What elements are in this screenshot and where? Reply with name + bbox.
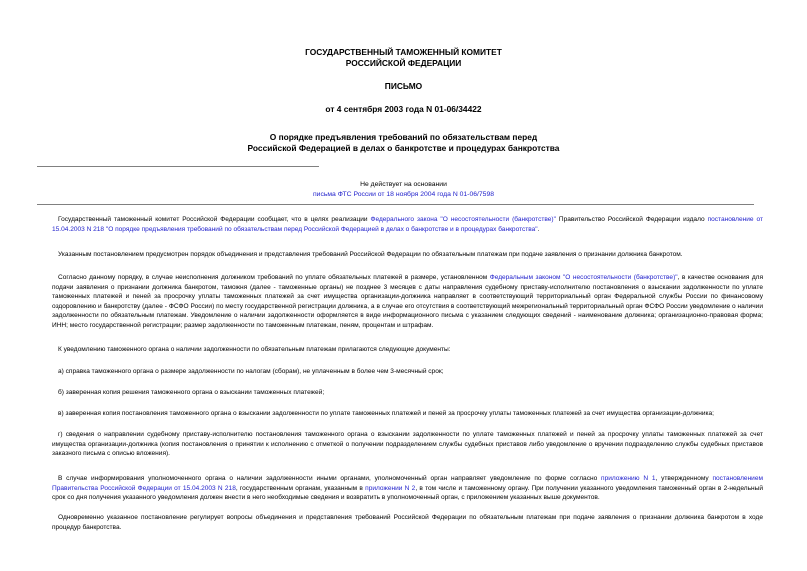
text-span: , государственным органам, указанным в [235, 484, 366, 492]
status-note: Не действует на основании [360, 181, 447, 188]
list-item-b: б) заверенная копия решения таможенного органа о взыскании таможенных платежей; [58, 389, 325, 396]
document-title-line2: Российской Федерацией в делах о банкротстве и процедурах банкротства [247, 143, 560, 153]
list-item-v: в) заверенная копия постановления таможенного органа о взыскании задолженности по уплате таможенных платежей и пеней за просрочку уплаты таможенных платежей за счет имущества организации-должника; [58, 410, 714, 417]
law-link-2[interactable]: Федеральным законом "О несостоятельности (банкротстве)" [489, 274, 678, 281]
text-span: , в качестве основания для подачи заявления о признании должника банкротом, таможня (далее - таможенные органы) не позднее 3 месяцев с даты направления судебному приставу-исполнителю постановления о взыскании задолженности по уплате таможенных платежей и пеней за просрочку уплаты таможенных платежей за счет имущества организации-должника направляет в соответствующий территориальный орган Федеральной службы России по финансовому оздоровлению и банкротству (далее - ФСФО России) по месту государственной регистрации должника, а в случае его отсутствия в соответствующий межрегиональный территориальный орган ФСФО России уведомление о наличии задолженности по обязательным платежам. Уведомление о наличии задолженности оформляется в виде информационного письма с указанием следующих сведений - наименование должника; организационно-правовая форма; ИНН; место государственной регистрации; размер задолженности по таможенным платежам, пеням, процентам и штрафам. [52, 274, 764, 329]
status-link-row [0, 190, 807, 200]
text-span: Государственный таможенный комитет Российской Федерации сообщает, что в целях реализации [58, 216, 371, 223]
resolution-link[interactable]: постановление от 15.04.2003 N 218 "О порядке предъявления требований по обязательствам перед Российской Федерацией в делах о банкротстве и в процедурах банкротства" [52, 216, 763, 233]
paragraph-intro [52, 215, 763, 234]
paragraph-notification [52, 474, 763, 503]
text-span: , в том числе и таможенному органу. При получении указанного уведомления таможенный орган в 2-недельный срок со дня получения указанного уведомления должен внести в него необходимые сведения и возвратить в уполномоченный орган, с приложением указанных выше документов. [52, 484, 763, 501]
text-span: В случае информирования уполномоченного органа о наличии задолженности иными органами, уполномоченный орган направляет уведомление по форме согласно [58, 475, 602, 482]
paragraph-attachments-intro: К уведомлению таможенного органа о наличии задолженности по обязательным платежам прилагаются следующие документы: [58, 346, 451, 353]
appendix-1-link[interactable]: приложению N 1 [601, 475, 656, 482]
list-item-a: а) справка таможенного органа о размере задолженности по налогам (сборам), не уплаченным в более чем 3-месячный срок; [58, 368, 444, 375]
text-span: . [537, 225, 540, 233]
status-divider [37, 204, 754, 205]
paragraph-order [52, 273, 763, 330]
document-type: ПИСЬМО [384, 81, 423, 91]
document-date-number: от 4 сентября 2003 года N 01-06/34422 [325, 104, 482, 114]
text-span: , утвержденному [655, 475, 713, 482]
government-resolution-link[interactable]: постановлением Правительства Российской Федерации от 15.04.2003 N 218 [52, 475, 763, 492]
paragraph-procedure: Указанным постановлением предусмотрен порядок объединения и представления требований Российской Федерации по обязательным платежам при подаче заявления о признании должника банкротом. [58, 251, 683, 258]
org-name-line1: ГОСУДАРСТВЕННЫЙ ТАМОЖЕННЫЙ КОМИТЕТ [305, 47, 502, 57]
status-link[interactable]: письма ФТС России от 18 ноября 2004 года N 01-06/7598 [312, 191, 495, 198]
org-name-line2: РОССИЙСКОЙ ФЕДЕРАЦИИ [345, 58, 462, 68]
law-link[interactable]: Федерального закона "О несостоятельности (банкротстве)" [370, 216, 556, 223]
text-span: Согласно данному порядку, в случае неисполнения должником требований по уплате обязательных платежей в размере, установленном [58, 274, 490, 281]
text-span: Правительство Российской Федерации издало [555, 216, 708, 223]
appendix-2-link[interactable]: приложении N 2 [365, 484, 416, 492]
paragraph-conclusion: Одновременно указанное постановление регулирует вопросы объединения и представления требований Российской Федерации по обязательным платежам при подаче заявления о признании должника банкротом в ходе процедур банкротства. [52, 514, 763, 531]
title-divider [37, 166, 319, 167]
list-item-g: г) сведения о направлении судебному приставу-исполнителю постановления таможенного органа о взыскании задолженности по уплате таможенных платежей и пеней за просрочку уплаты таможенных платежей за счет имущества организации-должника (копия постановления о принятии к исполнению с отметкой о получении подразделением службы судебных приставов либо уведомление о вручении подразделению службы судебных приставов заказного письма с описью вложения). [52, 431, 763, 457]
document-title-line1: О порядке предъявления требований по обязательствам перед [269, 132, 538, 142]
